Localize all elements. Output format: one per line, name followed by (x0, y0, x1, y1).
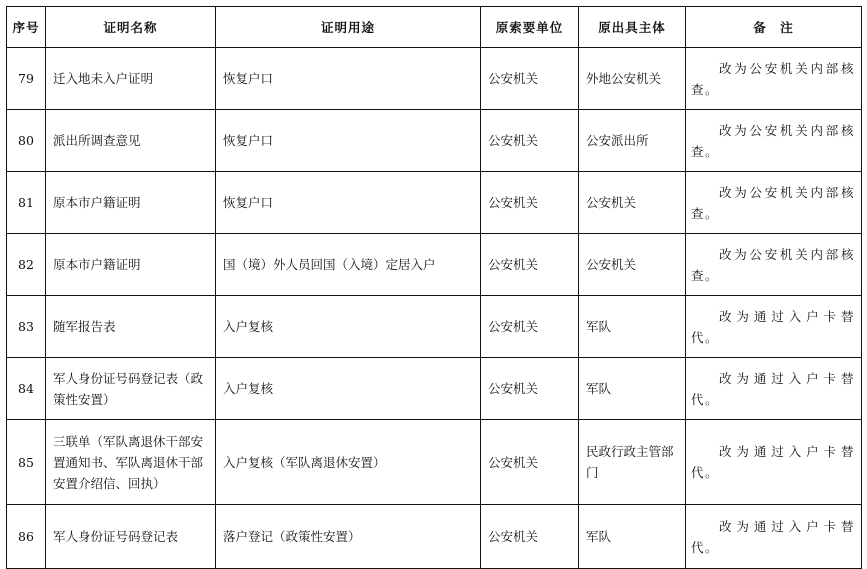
cell-use: 落户登记（政策性安置） (216, 505, 481, 569)
cell-no: 80 (7, 110, 46, 172)
table-row (7, 110, 862, 172)
cell-issuer: 军队 (579, 505, 686, 569)
cell-note (686, 234, 862, 296)
cell-name: 派出所调查意见 (46, 110, 216, 172)
cell-name: 军人身份证号码登记表（政策性安置） (46, 358, 216, 420)
cell-issuer: 军队 (579, 358, 686, 420)
cell-note (686, 110, 862, 172)
cell-name: 随军报告表 (46, 296, 216, 358)
cell-issuer: 公安机关 (579, 172, 686, 234)
cell-no: 82 (7, 234, 46, 296)
cell-name: 原本市户籍证明 (46, 234, 216, 296)
table-row (7, 358, 862, 420)
header-note: 备 注 (686, 7, 862, 48)
cell-issuer: 民政行政主管部门 (579, 420, 686, 505)
note-text: 改为公安机关内部核查。 (691, 60, 855, 97)
cell-name: 三联单（军队离退休干部安置通知书、军队离退休干部安置介绍信、回执） (46, 420, 216, 505)
header-requester: 原索要单位 (481, 7, 579, 48)
cell-requester: 公安机关 (481, 48, 579, 110)
note-text: 改为通过入户卡替代。 (691, 370, 855, 407)
cell-use: 入户复核（军队离退休安置） (216, 420, 481, 505)
certificate-table (6, 6, 862, 569)
cell-use: 恢复户口 (216, 172, 481, 234)
cell-note (686, 358, 862, 420)
header-use: 证明用途 (216, 7, 481, 48)
cell-note (686, 505, 862, 569)
cell-no: 84 (7, 358, 46, 420)
note-text: 改为通过入户卡替代。 (691, 518, 855, 555)
cell-requester: 公安机关 (481, 172, 579, 234)
cell-requester: 公安机关 (481, 505, 579, 569)
cell-requester: 公安机关 (481, 296, 579, 358)
cell-name: 军人身份证号码登记表 (46, 505, 216, 569)
cell-use: 恢复户口 (216, 110, 481, 172)
cell-no: 85 (7, 420, 46, 505)
cell-no: 86 (7, 505, 46, 569)
header-no: 序号 (7, 7, 46, 48)
table-row (7, 172, 862, 234)
cell-issuer: 公安派出所 (579, 110, 686, 172)
cell-use: 入户复核 (216, 296, 481, 358)
cell-requester: 公安机关 (481, 110, 579, 172)
cell-no: 83 (7, 296, 46, 358)
note-text: 改为公安机关内部核查。 (691, 184, 855, 221)
cell-no: 79 (7, 48, 46, 110)
cell-issuer: 公安机关 (579, 234, 686, 296)
cell-use: 国（境）外人员回国（入境）定居入户 (216, 234, 481, 296)
cell-note (686, 172, 862, 234)
header-row (7, 7, 862, 48)
cell-note (686, 420, 862, 505)
cell-issuer: 外地公安机关 (579, 48, 686, 110)
cell-use: 入户复核 (216, 358, 481, 420)
cell-no: 81 (7, 172, 46, 234)
note-text: 改为通过入户卡替代。 (691, 444, 855, 480)
table-row (7, 48, 862, 110)
table-row (7, 234, 862, 296)
cell-issuer: 军队 (579, 296, 686, 358)
table-row (7, 505, 862, 569)
table-row (7, 420, 862, 505)
header-name: 证明名称 (46, 7, 216, 48)
note-text: 改为通过入户卡替代。 (691, 308, 855, 345)
header-issuer: 原出具主体 (579, 7, 686, 48)
table-row (7, 296, 862, 358)
cell-requester: 公安机关 (481, 234, 579, 296)
note-text: 改为公安机关内部核查。 (691, 122, 855, 159)
cell-note (686, 48, 862, 110)
cell-name: 迁入地未入户证明 (46, 48, 216, 110)
cell-requester: 公安机关 (481, 420, 579, 505)
cell-use: 恢复户口 (216, 48, 481, 110)
cell-requester: 公安机关 (481, 358, 579, 420)
cell-note (686, 296, 862, 358)
cell-name: 原本市户籍证明 (46, 172, 216, 234)
note-text: 改为公安机关内部核查。 (691, 246, 855, 283)
